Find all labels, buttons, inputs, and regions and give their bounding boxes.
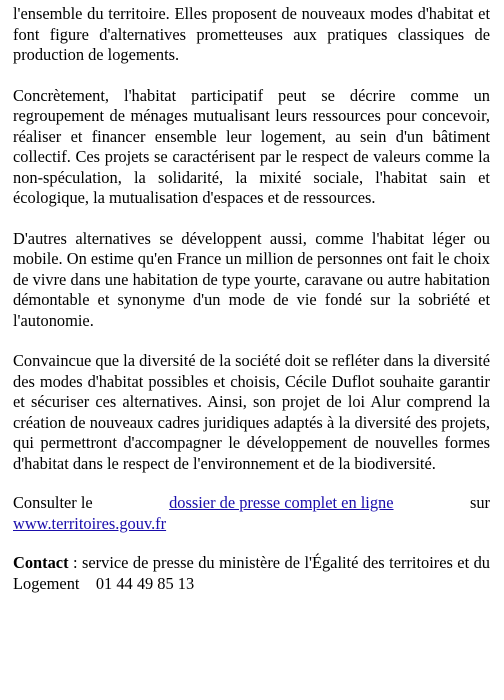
contact-text: : service de presse du ministère de l'Égalité des territoires et du Logement: [13, 553, 490, 593]
consult-prefix: Consulter le: [13, 493, 93, 512]
site-line: [13, 514, 490, 535]
contact-phone: 01 44 49 85 13: [95, 573, 195, 593]
paragraph-3: D'autres alternatives se développent aussi, comme l'habitat léger ou mobile. On estime qu'en France un million de personnes ont fait le choix de vivre dans une habitation de type yourte, caravane ou autre habitation démontable et synonyme d'un mode de vie fondé sur la sobriété et l'autonomie.: [13, 228, 490, 330]
contact-label: Contact: [13, 553, 69, 572]
site-link[interactable]: www.territoires.gouv.fr: [13, 513, 167, 533]
document-page: [13, 0, 490, 594]
consult-paragraph: [13, 493, 490, 534]
consult-middle: sur: [469, 493, 490, 512]
paragraph-1: l'ensemble du territoire. Elles proposent de nouveaux modes d'habitat et font figure d'alternatives prometteuses aux pratiques classiques de production de logements.: [13, 4, 490, 64]
press-kit-link[interactable]: dossier de presse complet en ligne: [169, 493, 394, 512]
paragraph-2: Concrètement, l'habitat participatif peut se décrire comme un regroupement de ménages mutualisant leurs ressources pour concevoir, réaliser et financer ensemble leur logement, au sein d'un bâtiment collectif. Ces projets se caractérisent par le respect de valeurs comme la non-spéculation, la solidarité, la mixité sociale, l'habitat sain et écologique, la mutualisation d'espaces et de ressources.: [13, 85, 490, 207]
consult-line: [13, 493, 490, 514]
paragraph-4: Convaincue que la diversité de la société doit se refléter dans la diversité des modes d'habitat possibles et choisis, Cécile Duflot souhaite garantir et sécuriser ces alternatives. Ainsi, son projet de loi Alur comprend la création de nouveaux cadres juridiques adaptés à la diversité des projets, qui permettront d'accompagner le développement de nouvelles formes d'habitat dans le respect de l'environnement et de la biodiversité.: [13, 351, 490, 473]
contact-paragraph: [13, 553, 490, 594]
